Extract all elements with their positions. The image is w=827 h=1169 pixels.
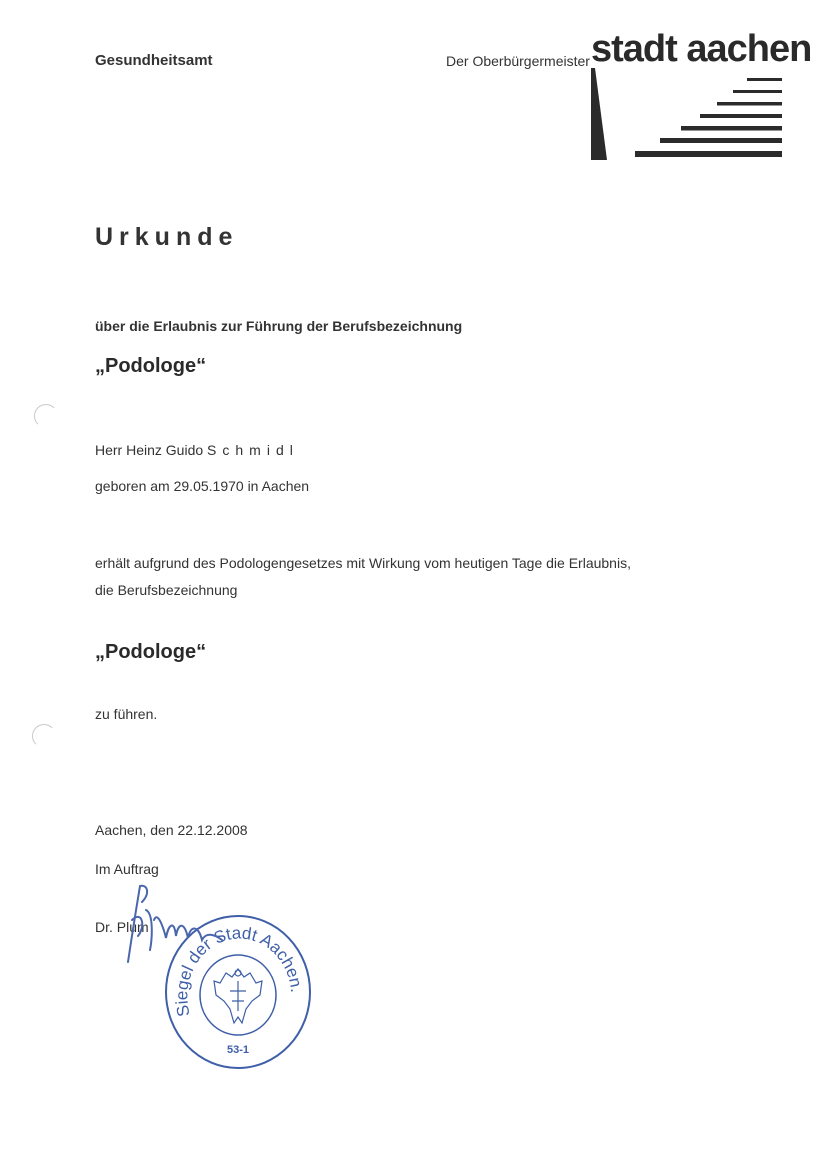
profession-title: „Podologe“: [95, 355, 207, 377]
recipient-surname: Schmidl: [207, 442, 299, 458]
seal-text-path: Siegel der Stadt Aachen.: [172, 923, 307, 1019]
handwritten-signature: [118, 880, 228, 970]
eagle-emblem: [214, 969, 262, 1023]
document-subtitle: über die Erlaubnis zur Führung der Berufsbezeichnung: [95, 318, 463, 334]
grant-text-line1: erhält aufgrund des Podologengesetzes mit Wirkung vom heutigen Tage die Erlaubnis,: [95, 555, 631, 571]
closing-text: zu führen.: [95, 706, 158, 722]
place-date: Aachen, den 22.12.2008: [95, 822, 248, 838]
document-title: Urkunde: [95, 223, 239, 251]
city-logo-text: stadt aachen: [591, 28, 812, 70]
profession-title-repeat: „Podologe“: [95, 641, 207, 663]
logo-wedge: [591, 68, 607, 160]
seal-number: 53-1: [226, 1044, 250, 1056]
recipient-name: [95, 442, 299, 458]
birth-info: geboren am 29.05.1970 in Aachen: [95, 478, 310, 494]
mayor-label: Der Oberbürgermeister: [446, 53, 590, 69]
city-logo-stripes: [585, 68, 785, 164]
signatory-name: Dr. Plum: [95, 919, 149, 935]
punch-hole-mark: [32, 724, 56, 748]
recipient-prefix: Herr Heinz Guido: [95, 442, 204, 458]
department-name: Gesundheitsamt: [95, 52, 213, 69]
punch-hole-mark: [34, 404, 58, 428]
grant-text-line2: die Berufsbezeichnung: [95, 582, 238, 598]
logo-stripes: [635, 78, 782, 157]
on-behalf-label: Im Auftrag: [95, 861, 159, 877]
